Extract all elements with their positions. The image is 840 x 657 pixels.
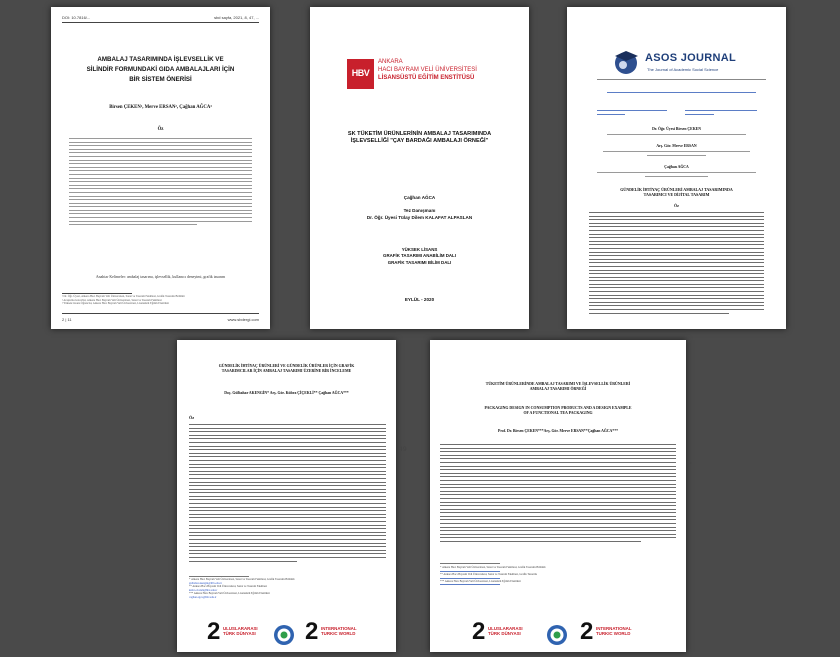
- footnote: ** Ankara Hacı Bayram Veli Üniversitesi, Sanat ve Tasarım Fakültesi: [189, 585, 267, 589]
- abstract-heading: Öz: [189, 415, 195, 420]
- document-page-5[interactable]: [430, 340, 692, 652]
- title-line: SK TÜKETİM ÜRÜNLERİNİN AMBALAJ TASARIMINDA: [347, 131, 492, 137]
- degree-info: [316, 247, 523, 266]
- authors: Birsen ÇEKEN¹, Merve ERSAN², Çağhan AĞCA³: [109, 105, 212, 110]
- paper-title: [59, 55, 262, 85]
- footnote: ² Araştırma Görevlisi, Ankara Hacı Bayram Veli Üniversitesi, Sanat ve Tasarım Fakültesi: [62, 298, 162, 302]
- journal-name: ASOS JOURNAL: [645, 52, 736, 64]
- title-line: BİR SİSTEM ÖNERİSİ: [129, 76, 192, 83]
- paper-title: [436, 382, 680, 392]
- page-footer-right: www.sbdergi.com: [227, 317, 259, 322]
- badge-text: INTERNATIONAL TURKIC WORLD: [321, 626, 357, 636]
- title-line: SİLİNDİR FORMUNDAKİ GIDA AMBALAJLARI İÇİN: [86, 66, 235, 73]
- page-marker: 49: [399, 446, 407, 453]
- title-line: TASARIMCI VE DİJİTAL TASARIM: [643, 192, 710, 198]
- abstract-heading: Öz: [157, 127, 164, 132]
- abstract-text: [440, 444, 676, 545]
- degree: YÜKSEK LİSANS: [401, 247, 438, 252]
- paper-title: [183, 364, 390, 374]
- title-line: AMBALAJ TASARIMINDA İŞLEVSELLİK VE: [97, 56, 224, 63]
- title-line: GÜNDELİK İHTİYAÇ ÜRÜNLERİ AMBALAJ TASARIMINDA: [620, 187, 733, 192]
- author-affiliation: [603, 151, 750, 158]
- authors: Doç. Gülbahar AKENGİN* Arş. Gör. Kübra ÇİÇEKLİ** Çağhan AĞCA***: [224, 391, 349, 395]
- authors: Prof. Dr. Birsen ÇEKEN***Arş. Gör. Merve ERSAN**Çağhan AĞCA***: [498, 429, 618, 433]
- thesis-author: Çağhan AĞCA: [403, 195, 436, 200]
- page-header-left: DOI: 10.7816/...: [62, 15, 91, 20]
- title-line: GÜNDELİK İHTİYAÇ ÜRÜNLERİ VE GÜNDELİK ÜRÜNLER İÇİN GRAFİK: [218, 364, 355, 368]
- title-line: TÜKETİM ÜRÜNLERİNDE AMBALAJ TASARIMI VE İŞLEVSELLİK ÜRÜNLERİ: [485, 382, 631, 386]
- title-line: OF A FUNCTIONAL TEA PACKAGING: [523, 411, 593, 416]
- footnote: ³ Yüksek Lisans Öğrencisi, Ankara Hacı Bayram Veli Üniversitesi, Lisansüstü Eğitim Enstitüsü: [62, 302, 169, 306]
- advisor-name: Dr. Öğr. Üyesi Tülay Dilem KALAFAT ALPASLAN: [366, 215, 473, 220]
- footnote-email-link[interactable]: gulbahar.akengin@hbv.edu.tr: [189, 581, 222, 585]
- thesis-date: EYLÜL - 2020: [404, 297, 435, 302]
- footnotes: [62, 295, 259, 306]
- abstract-text: [189, 424, 386, 564]
- document-page-2[interactable]: [310, 7, 529, 329]
- title-line: PACKAGING DESIGN IN CONSUMPTION PRODUCTS AND A DESIGN EXAMPLE: [484, 406, 632, 410]
- logo-line: LİSANSÜSTÜ EĞİTİM ENSTİTÜSÜ: [378, 75, 475, 81]
- thesis-title: [316, 131, 523, 146]
- footnote-email-link[interactable]: kubra.cicekli@hbv.edu.tr: [189, 588, 218, 592]
- congress-badge-right: [580, 620, 642, 648]
- footnotes: [440, 566, 676, 586]
- page-header-right: sbd sayfa, 2021, 8, 47, ...: [214, 15, 259, 20]
- congress-badge-right: [305, 620, 365, 648]
- badge-number: 2: [207, 618, 221, 645]
- advisor-label: Tez Danışmanı: [403, 208, 436, 213]
- author-affiliation: [597, 172, 756, 179]
- english-title: [436, 406, 680, 416]
- document-page-3[interactable]: [567, 7, 786, 329]
- page-marker: »: [688, 460, 692, 467]
- abstract-text: [589, 212, 764, 316]
- footnote: * Ankara Hacı Bayram Veli Üniversitesi, Sanat ve Tasarım Fakültesi, Grafik Tasarımı Bölümü: [189, 578, 295, 581]
- footnote: *** Ankara Hacı Bayram Veli Üniversitesi, Lisansüstü Eğitim Enstitüsü: [440, 579, 521, 583]
- abstract-heading: Öz: [674, 203, 679, 208]
- document-page-1[interactable]: [51, 7, 270, 329]
- journal-subtitle: The Journal of Academic Social Science: [647, 67, 719, 72]
- footnote: * Ankara Hacı Bayram Veli Üniversitesi, Sanat ve Tasarım Fakültesi, Grafik Tasarımı Bölümü: [440, 566, 546, 569]
- author-affiliation: [607, 134, 746, 138]
- badge-number: 2: [472, 618, 486, 645]
- page-footer-left: 2 | 11: [62, 317, 72, 322]
- author-name: Çağhan AĞCA: [664, 165, 689, 169]
- logo-line: HACI BAYRAM VELİ ÜNİVERSİTESİ: [378, 67, 477, 73]
- logo-line: ANKARA: [378, 59, 403, 65]
- institution-name: [378, 58, 477, 82]
- badge-text: ULUSLARARASI TÜRK DÜNYASI: [488, 626, 523, 636]
- document-page-4[interactable]: [177, 340, 407, 652]
- author-name: Arş. Gör. Merve ERSAN: [656, 144, 697, 148]
- logo-abbr: HBV: [351, 68, 370, 78]
- author-name: Dr. Öğr. Üyesi Birsen ÇEKEN: [652, 127, 701, 131]
- title-line: TASARIMCILAR İÇİN AMBALAJ TASARIMI ÜZERİNE BİR İNCELEME: [221, 369, 352, 374]
- congress-badge-left: [472, 620, 527, 648]
- badge-text: INTERNATIONAL TURKIC WORLD: [596, 626, 632, 636]
- title-line: İŞLEVSELLİĞİ "ÇAY BARDAĞI AMBALAJI ÖRNEĞİ": [350, 138, 489, 145]
- program: GRAFİK TASARIMI BİLİM DALI: [387, 259, 452, 265]
- footnote: ** Ankara Hacı Bayram Veli Üniversitesi, Sanat ve Tasarım Fakültesi, Grafik Tasarımı: [440, 572, 538, 576]
- footnote: *** Ankara Hacı Bayram Veli Üniversitesi, Lisansüstü Eğitim Enstitüsü: [189, 592, 270, 596]
- keywords: Anahtar Kelimeler: ambalaj tasarımı, işlevsellik, kullanıcı deneyimi, grafik tasarım: [95, 275, 226, 279]
- footnote-email-link[interactable]: caghan.agca@hbv.edu.tr: [189, 595, 217, 599]
- article-info: [607, 92, 756, 96]
- paper-title: [575, 187, 778, 197]
- footnote: ¹ Dr. Öğr. Üyesi, Ankara Hacı Bayram Veli Üniversitesi, Sanat ve Tasarım Fakültesi, Grafik Tasarımı Bölümü: [62, 295, 185, 298]
- article-link-right[interactable]: [685, 110, 757, 117]
- department: GRAFİK TASARIMI ANABİLİM DALI: [383, 253, 456, 259]
- article-link-left[interactable]: [597, 110, 667, 117]
- badge-text: ULUSLARARASI TÜRK DÜNYASI: [223, 626, 258, 636]
- emblem-icon: [273, 624, 295, 646]
- footnotes: [189, 578, 386, 600]
- abstract-text: [69, 138, 252, 228]
- congress-badge-left: [207, 620, 262, 648]
- emblem-icon: [546, 624, 568, 646]
- badge-number: 2: [580, 618, 594, 645]
- title-line: AMBALAJ TASARIMI ÖRNEĞİ: [529, 387, 587, 392]
- badge-number: 2: [305, 618, 319, 645]
- asos-logo-icon: [611, 46, 641, 76]
- hbv-logo: [347, 59, 374, 89]
